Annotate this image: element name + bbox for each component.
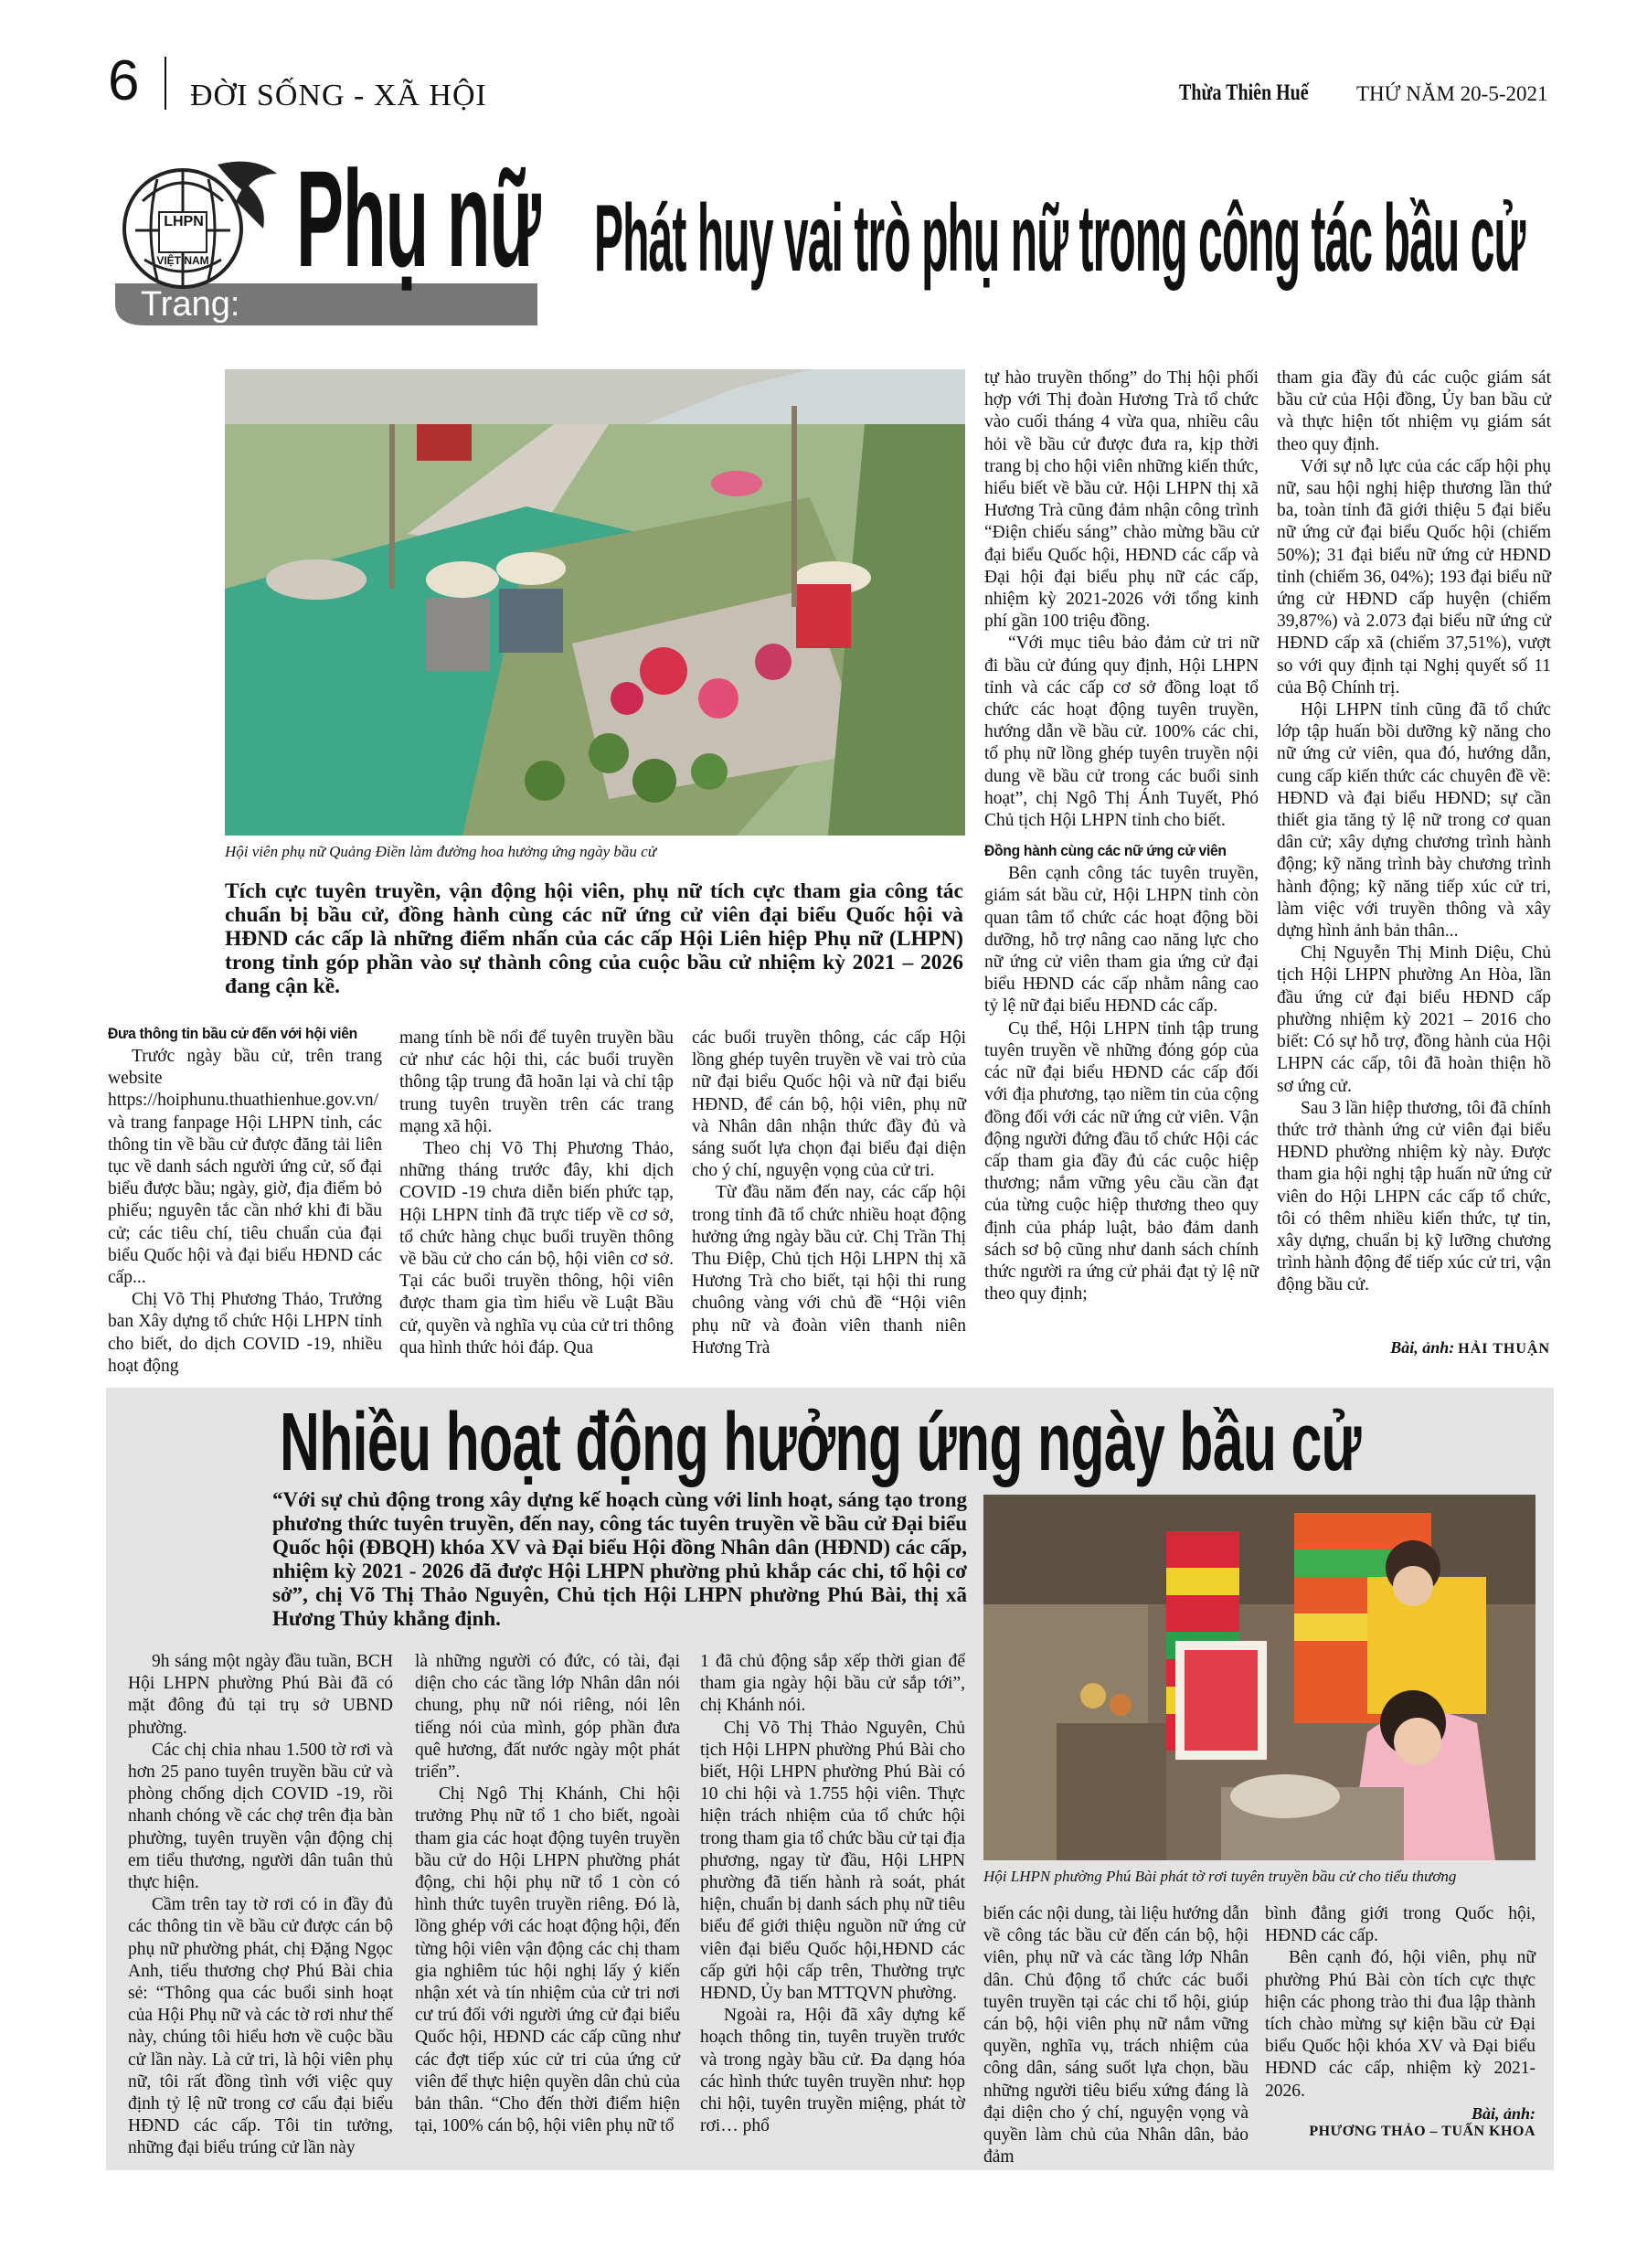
article2-lead: “Với sự chủ động trong xây dựng kế hoạch cùng với linh hoạt, sáng tạo trong phương thức tuyên truyền, đến nay, công tác tuyên truyền về bầu cử Đại biểu Quốc hội (ĐBQH) khóa XV và Đại biểu Hội đồng Nhân dân (HĐND) các cấp, nhiệm kỳ 2021 - 2026 đã được Hội LHPN phường phủ khắp các chi, tổ hội cơ sở”, chị Võ Thị Thảo Nguyên, Chủ tịch Hội LHPN phường Phú Bài, thị xã Hương Thủy khẳng định. [272, 1488, 967, 1630]
article2-col1-p2: Các chị chia nhau 1.500 tờ rơi và hơn 25 pano tuyên truyền bầu cử và phòng chống dịch COVID -19, rồi nhanh chóng về các chợ trên địa bàn phường, tuyên truyền vận động chị em tiểu thương, người dân tuân thủ thực hiện. [128, 1740, 393, 1893]
banner-title: Phụ nữ [296, 142, 540, 295]
article1-col5 [1277, 367, 1551, 1297]
paper-name: Thừa Thiên Huế [1179, 80, 1309, 105]
article2-photo [983, 1495, 1535, 1860]
section-title: ĐỜI SỐNG - XÃ HỘI [190, 79, 487, 112]
article2-col4 [983, 1903, 1249, 2168]
article2-col2-p2: Chị Ngô Thị Khánh, Chi hội trưởng Phụ nữ tổ 1 cho biết, ngoài tham gia các hoạt động tuyên truyền bầu cử do Hội LHPN phường phát động, chi hội phụ nữ tổ 1 còn có hình thức tuyên truyền riêng. Đó là, lồng ghép với các hoạt động hội, đến từng hội viên vận động các chị tham gia nghiêm túc hội nghị lấy ý kiến nhận xét và tín nhiệm của cử tri nơi cư trú đối với người ứng cử đại biểu Quốc hội, HĐND các cấp cũng như các đợt tiếp xúc cử tri của ứng cử viên để thực hiện quyền dân chủ của bản thân. “Cho đến thời điểm hiện tại, 100% cán bộ, hội viên phụ nữ tổ [415, 1784, 680, 2136]
article1-credit-name: HẢI THUẬN [1458, 1341, 1550, 1357]
article2-col5-p1: bình đẳng giới trong Quốc hội, HĐND các cấp. [1265, 1904, 1535, 1946]
article2-photo-caption: Hội LHPN phường Phú Bài phát tờ rơi tuyên truyền bầu cử cho tiểu thương [983, 1868, 1457, 1885]
banner-logo [108, 142, 556, 329]
article2-col3 [700, 1651, 965, 2137]
article1-headline: Phát huy vai trò phụ nữ trong công tác bầu cử [594, 186, 1525, 292]
article2-col3-p3: Ngoài ra, Hội đã xây dựng kế hoạch thông tin, tuyên truyền trước và trong ngày bầu cử. Đa dạng hóa các hình thức tuyên truyền như: họp chi hội, tuyên truyền miệng, phát tờ rơi… phổ [700, 2006, 965, 2136]
article1-col5-p3: Hội LHPN tỉnh cũng đã tổ chức lớp tập huấn bồi dưỡng kỹ năng cho nữ ứng cử viên, qua đó, hướng dẫn, cung cấp kiến thức các chuyên đề về: HĐND và đại biểu HĐND; sự cần thiết gia tăng tỷ lệ nữ trong cơ quan dân cử; xây dựng chương trình hành động; kỹ năng trình bày chương trình hành động; kỹ năng tiếp xúc cử tri, làm việc với truyền thông và xây dựng hình ảnh bản thân... [1277, 700, 1551, 942]
banner-label: Trang: [141, 285, 240, 324]
article1-col2 [399, 1028, 674, 1359]
article1-subhead2: Đồng hành cùng các nữ ứng cử viên [984, 842, 1227, 860]
article1-photo [225, 369, 965, 836]
article1-photo-caption: Hội viên phụ nữ Quảng Điền làm đường hoa hưởng ứng ngày bầu cử [225, 843, 656, 860]
article1-col1 [108, 1024, 382, 1378]
article1-col5-p5: Sau 3 lần hiệp thương, tôi đã chính thức trở thành ứng cử viên đại biểu HĐND phường nhiệm kỳ này. Được tham gia hội nghị tập huấn nữ ứng cử viên do Hội LHPN các cấp tổ chức, tôi có thêm nhiều kiến thức, tự tin, xây dựng, chuẩn bị kỹ lưỡng chương trình hành động để tiếp xúc cử tri, vận động bầu cử. [1277, 1098, 1551, 1295]
article1-subhead1: Đưa thông tin bầu cử đến với hội viên [108, 1025, 357, 1042]
logo-text-bottom: VIỆT NAM [156, 254, 209, 267]
article2-col3-p1: 1 đã chủ động sắp xếp thời gian để tham gia ngày hội bầu cử sắp tới”, chị Khánh nói. [700, 1652, 965, 1716]
article1-col4-p1: tự hào truyền thống” do Thị hội phối hợp với Thị đoàn Hương Trà tổ chức vào cuối tháng 4 vừa qua, nhiều câu hỏi về bầu cử được đưa ra, kịp thời trang bị cho hội viên những kiến thức, hiểu biết về bầu cử. Hội LHPN thị xã Hương Trà cũng đảm nhận công trình “Điện chiếu sáng” chào mừng bầu cử đại biểu Quốc hội, HĐND các cấp và Đại hội đại biểu phụ nữ các cấp, nhiệm kỳ 2021-2026 với tổng kinh phí gần 100 triệu đồng. [984, 368, 1259, 632]
issue-date: THỨ NĂM 20-5-2021 [1356, 82, 1548, 105]
page-number: 6 [108, 49, 140, 112]
article1-col3-p2: Từ đầu năm đến nay, các cấp hội trong tỉnh đã tổ chức nhiều hoạt động hưởng ứng ngày bầu cử. Chị Trần Thị Thu Điệp, Chủ tịch Hội LHPN thị xã Hương Trà cho biết, tại hội thi rung chuông vàng với chủ đề “Hội viên phụ nữ và đoàn viên thanh niên Hương Trà [692, 1183, 966, 1358]
article2-col1-p1: 9h sáng một ngày đầu tuần, BCH Hội LHPN phường Phú Bài đã có mặt đông đủ tại trụ sở UBND phường. [128, 1652, 393, 1738]
article1-col4 [984, 367, 1259, 1305]
article1-col3 [692, 1028, 966, 1359]
article2-col2-p1: là những người có đức, có tài, đại diện cho các tầng lớp Nhân dân nói chung, phụ nữ nói riêng, nói lên tiếng nói của mình, góp phần đưa quê hương, đất nước ngày một phát triển”. [415, 1652, 680, 1783]
article2-credit-name: PHƯƠNG THẢO – TUẤN KHOA [1309, 2124, 1535, 2139]
article2-credit [1265, 2104, 1535, 2140]
article1-credit [1280, 1338, 1550, 1358]
article1-col5-p2: Với sự nỗ lực của các cấp hội phụ nữ, sau hội nghị hiệp thương lần thứ ba, toàn tỉnh đã giới thiệu 5 đại biểu nữ ứng cử đại biểu Quốc hội (chiếm 50%); 31 đại biểu nữ ứng cử HĐND tỉnh (chiếm 36, 04%); 193 đại biểu nữ ứng cử HĐND cấp huyện (chiếm 39,87%) và 2.073 đại biểu nữ ứng cử HĐND cấp xã (chiếm 37,51%), vượt so với quy định tại Nghị quyết số 11 của Bộ Chính trị. [1277, 456, 1551, 697]
article2-col1 [128, 1651, 393, 2160]
logo-text-top: LHPN [164, 214, 204, 229]
article1-lead: Tích cực tuyên truyền, vận động hội viên, phụ nữ tích cực tham gia công tác chuẩn bị bầu cử, đồng hành cùng các nữ ứng cử viên đại biểu Quốc hội và HĐND các cấp là những điểm nhấn của các cấp Hội Liên hiệp Phụ nữ (LHPN) trong tỉnh góp phần vào sự thành công của cuộc bầu cử nhiệm kỳ 2021 – 2026 đang cận kề. [225, 879, 963, 998]
article1-col2-p2: Theo chị Võ Thị Phương Thảo, những tháng trước đây, khi dịch COVID -19 chưa diễn biến phức tạp, Hội LHPN tỉnh đã trực tiếp về cơ sở, tổ chức hàng chục buổi truyền thông về bầu cử cho cán bộ, hội viên cơ sở. Tại các buổi truyền thông, hội viên được tham gia tìm hiểu về Luật Bầu cử, quyền và nghĩa vụ của cử tri thông qua hình thức hỏi đáp. Qua [399, 1139, 675, 1358]
article2-col1-p3: Cầm trên tay tờ rơi có in đầy đủ các thông tin về bầu cử được cán bộ phụ nữ phường phát, chị Đặng Ngọc Anh, tiểu thương chợ Phú Bài chia sẻ: “Thông qua các buổi sinh hoạt của Hội Phụ nữ và các tờ rơi như thế này, chúng tôi hiểu hơn về cuộc bầu cử lần này. Là cử tri, là hội viên phụ nữ, tôi rất đồng tình với việc quy định tỷ lệ nữ trong cơ cấu đại biểu HĐND các cấp. Tôi tin tưởng, những đại biểu trúng cử lần này [128, 1895, 393, 2158]
header-divider [165, 57, 166, 110]
article2-headline: Nhiều hoạt động hưởng ứng ngày bầu cử [280, 1397, 1361, 1488]
article2-col2 [415, 1651, 680, 2137]
article2-col5 [1265, 1903, 1535, 2103]
article2-credit-label: Bài, ảnh: [1471, 2104, 1535, 2123]
article1-col1-p2: Chị Võ Thị Phương Thảo, Trưởng ban Xây dựng tổ chức Hội LHPN tỉnh cho biết, do dịch COVID -19, nhiều hoạt động [108, 1290, 382, 1376]
article1-col4-p3: Bên cạnh công tác tuyên truyền, giám sát bầu cử, Hội LHPN tỉnh còn quan tâm tổ chức các hoạt động bồi dưỡng, hỗ trợ nâng cao năng lực cho nữ ứng cử viên tham gia ứng cử đại biểu HĐND các cấp nhằm nâng cao tỷ lệ nữ đại biểu HĐND các cấp. [984, 864, 1259, 1017]
article1-col1-p1: Trước ngày bầu cử, trên trang website https://hoiphunu.thuathienhue.gov.vn/ và trang fanpage Hội LHPN tỉnh, các thông tin về bầu cử được đăng tải liên tục về danh sách người ứng cử, số đại biểu được bầu; ngày, giờ, địa điểm bỏ phiếu; nguyên tắc cần nhớ khi đi bầu cử; các tiêu chí, tiêu chuẩn của đại biểu Quốc hội và đại biểu HĐND các cấp... [108, 1047, 382, 1288]
article1-col4-p2: “Với mục tiêu bảo đảm cử tri nữ đi bầu cử đúng quy định, Hội LHPN tỉnh và các cấp cơ sở đồng loạt tổ chức các hoạt động tuyên truyền, hướng dẫn về bầu cử. 100% các chi, tổ phụ nữ lồng ghép tuyên truyền nội dung về bầu cử trong các buổi sinh hoạt”, chị Ngô Thị Ánh Tuyết, Phó Chủ tịch Hội LHPN tỉnh cho biết. [984, 634, 1259, 831]
article1-col2-p1: mang tính bề nổi để tuyên truyền bầu cử như các hội thi, các buổi truyền thông tập trung đã hoãn lại và chỉ tập trung tuyên truyền trên các trang mạng xã hội. [399, 1028, 674, 1136]
article2-col4-p1: biến các nội dung, tài liệu hướng dẫn về công tác bầu cử đến cán bộ, hội viên, phụ nữ và các tầng lớp Nhân dân. Chủ động tổ chức các buổi tuyên truyền tại các chi tổ hội, giúp cán bộ, hội viên phụ nữ nắm vững quyền, nghĩa vụ, trách nhiệm của công dân, sáng suốt lựa chọn, bầu những người tiêu biểu xứng đáng là đại diện cho ý chí, nguyện vọng và quyền làm chủ của Nhân dân, bảo đảm [983, 1904, 1249, 2167]
article1-col5-p4: Chị Nguyễn Thị Minh Diệu, Chủ tịch Hội LHPN phường An Hòa, lần đầu ứng cử đại biểu HĐND cấp phường nhiệm kỳ 2021 – 2016 cho biết: Có sự hỗ trợ, đồng hành của Hội LHPN các cấp, tôi đã hoàn thiện hồ sơ ứng cử. [1277, 943, 1551, 1096]
article1-col3-p1: các buổi truyền thông, các cấp Hội lồng ghép tuyên truyền về vai trò của nữ đại biểu Quốc hội và nữ đại biểu HĐND, để cán bộ, hội viên, phụ nữ và Nhân dân nhận thức đầy đủ và sáng suốt lựa chọn đại biểu đại diện cho ý chí, nguyện vọng của cử tri. [692, 1028, 966, 1181]
article2-col5-p2: Bên cạnh đó, hội viên, phụ nữ phường Phú Bài còn tích cực thực hiện các phong trào thi đua lập thành tích chào mừng sự kiện bầu cử Đại biểu Quốc hội khóa XV và Đại biểu HĐND các cấp, nhiệm kỳ 2021-2026. [1265, 1948, 1535, 2101]
article2-col3-p2: Chị Võ Thị Thảo Nguyên, Chủ tịch Hội LHPN phường Phú Bài cho biết, Hội LHPN phường Phú Bài có 10 chi hội và 1.755 hội viên. Thực hiện trách nhiệm của tổ chức hội trong tham gia tổ chức bầu cử tại địa phương, ngay từ đầu, Hội LHPN phường đã tiến hành rà soát, phát hiện, chuẩn bị danh sách phụ nữ tiêu biểu để giới thiệu nguồn nữ ứng cử viên đại biểu Quốc hội,HĐND các cấp gửi hội cấp trên, Thường trực HĐND, Ủy ban MTTQVN phường. [700, 1718, 965, 2004]
article1-col5-p1: tham gia đầy đủ các cuộc giám sát bầu cử của Hội đồng, Ủy ban bầu cử và thực hiện tốt nhiệm vụ giám sát theo quy định. [1277, 368, 1551, 454]
article1-credit-label: Bài, ảnh: [1390, 1338, 1455, 1357]
article1-col4-p4: Cụ thể, Hội LHPN tỉnh tập trung tuyên truyền về những đóng góp của các nữ đại biểu HĐND các cấp đối với địa phương, tạo niềm tin của cộng đồng đối với các nữ ứng cử viên. Vận động người đứng đầu tổ chức Hội các cấp tham gia đầy đủ các cuộc hiệp thương; nắm vững yêu cầu cần đạt của từng cuộc hiệp thương theo quy định của pháp luật, bảo đảm danh sách sơ bộ cũng như danh sách chính thức người ra ứng cử phải đạt tỷ lệ nữ theo quy định; [984, 1018, 1259, 1304]
